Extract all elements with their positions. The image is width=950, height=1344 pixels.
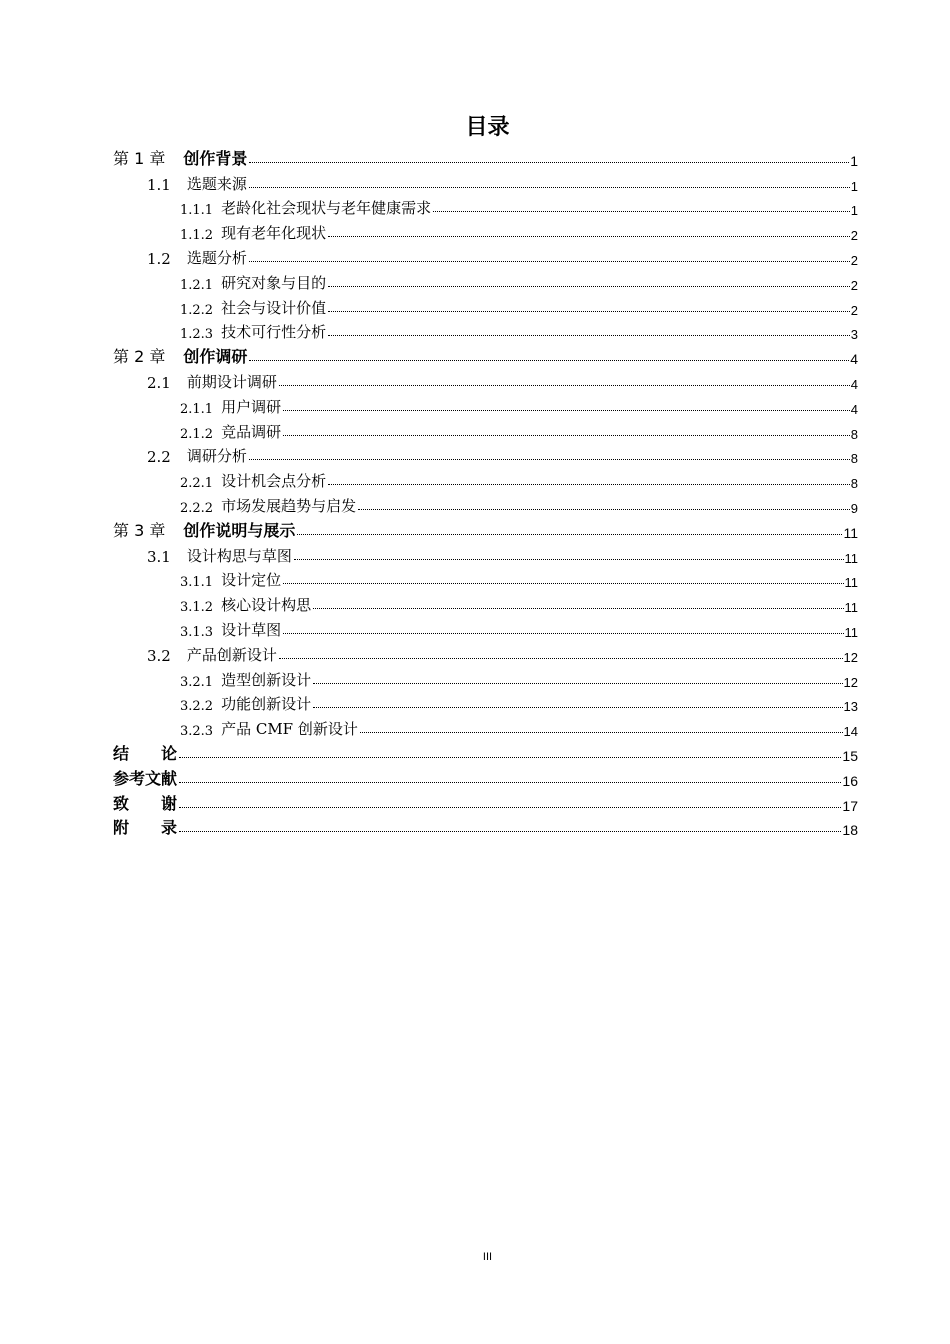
toc-entry[interactable]	[180, 491, 858, 516]
dot-leader	[179, 831, 841, 832]
toc-entry[interactable]	[180, 293, 858, 318]
toc-entry-page: 11	[844, 624, 858, 640]
dot-leader	[279, 385, 850, 386]
toc-entry[interactable]	[180, 392, 858, 417]
toc-entry-title: 功能创新设计	[221, 695, 312, 714]
toc-entry-title: 设计草图	[221, 620, 282, 639]
toc-entry-page: 18	[842, 822, 858, 839]
dot-leader	[328, 311, 850, 312]
toc-entry-title: 竞品调研	[221, 422, 282, 441]
toc-entry-title: 创作说明与展示	[183, 520, 296, 540]
toc-entry-title: 致 谢	[113, 793, 178, 813]
toc-entry[interactable]	[113, 342, 858, 367]
toc-entry-page: 4	[850, 351, 858, 368]
toc-entry[interactable]	[147, 169, 858, 194]
toc-entry-page: 8	[850, 426, 858, 442]
toc-entry-title: 社会与设计价值	[221, 298, 327, 317]
toc-entry[interactable]	[180, 615, 858, 640]
toc-entry-number: 2.1	[147, 373, 171, 392]
toc-entry-title: 设计构思与草图	[186, 546, 292, 565]
toc-entry-page: 1	[850, 203, 858, 219]
toc-entry-page: 11	[844, 575, 858, 591]
toc-entry-number: 第 2 章	[113, 347, 166, 367]
toc-entry[interactable]	[113, 789, 858, 814]
toc-entry-page: 12	[843, 674, 858, 690]
toc-entry-title: 调研分析	[186, 447, 247, 466]
toc-entry-number: 3.2.3	[180, 724, 214, 740]
dot-leader	[328, 484, 850, 485]
toc-entry[interactable]	[180, 690, 858, 715]
dot-leader	[279, 658, 843, 659]
toc-entry[interactable]	[180, 318, 858, 343]
toc-entry[interactable]	[113, 764, 858, 789]
toc-entry[interactable]	[113, 739, 858, 764]
toc-entry-number: 第 1 章	[113, 148, 166, 168]
toc-entry-title: 附 录	[113, 818, 178, 838]
toc-entry-page: 1	[850, 152, 858, 169]
dot-leader	[328, 335, 850, 336]
toc-entry-number: 3.2.2	[180, 699, 214, 715]
toc-entry[interactable]	[180, 194, 858, 219]
toc-entry-title: 产品 CMF 创新设计	[221, 720, 358, 739]
toc-entry-number: 1.1.2	[180, 228, 214, 244]
toc-entry-title: 产品创新设计	[186, 645, 277, 664]
dot-leader	[283, 410, 850, 411]
toc-entry-page: 15	[842, 747, 858, 764]
page-number-footer: III	[482, 1251, 493, 1263]
dot-leader	[249, 360, 849, 361]
dot-leader	[433, 211, 850, 212]
toc-entry[interactable]	[113, 144, 858, 169]
toc-entry-title: 技术可行性分析	[221, 323, 327, 342]
toc-entry-title: 造型创新设计	[221, 670, 312, 689]
toc-entry-number: 3.1.2	[180, 600, 214, 616]
toc-entry-page: 8	[850, 451, 858, 467]
toc-entry-number: 3.1.1	[180, 575, 214, 591]
toc-entry-number: 1.2.3	[180, 327, 214, 343]
toc-entry-title: 老龄化社会现状与老年健康需求	[221, 199, 432, 218]
dot-leader	[358, 509, 850, 510]
toc-entry-number: 3.2	[147, 646, 171, 665]
toc-entry-page: 16	[842, 772, 858, 789]
toc-entry-number: 3.1.3	[180, 624, 214, 640]
toc-entry-page: 9	[850, 500, 858, 516]
toc-entry-page: 4	[850, 401, 858, 417]
toc-entry-title: 前期设计调研	[186, 372, 277, 391]
toc-entry-title: 设计定位	[221, 571, 282, 590]
toc-entry-title: 参考文献	[113, 768, 178, 788]
toc-entry[interactable]	[147, 541, 858, 566]
toc-entry[interactable]	[180, 714, 858, 739]
toc-entry-number: 2.2.2	[180, 500, 214, 516]
toc-entry-title: 选题来源	[186, 174, 247, 193]
dot-leader	[179, 782, 841, 783]
toc-entry-number: 1.2.1	[180, 277, 214, 293]
toc-entry[interactable]	[180, 268, 858, 293]
toc-entry-title: 研究对象与目的	[221, 273, 327, 292]
dot-leader	[297, 534, 842, 535]
toc-entry-page: 14	[843, 724, 858, 740]
toc-entry-number: 1.1	[147, 175, 171, 194]
dot-leader	[328, 286, 850, 287]
toc-title: 目录	[465, 115, 510, 140]
toc-entry[interactable]	[147, 442, 858, 467]
dot-leader	[249, 261, 850, 262]
toc-entry[interactable]	[180, 417, 858, 442]
toc-entry-page: 3	[850, 327, 858, 343]
toc-entry-title: 设计机会点分析	[221, 472, 327, 491]
dot-leader	[283, 435, 850, 436]
toc-entry[interactable]	[180, 665, 858, 690]
toc-entry[interactable]	[147, 367, 858, 392]
toc-entry-page: 2	[850, 252, 858, 268]
toc-entry-page: 8	[850, 476, 858, 492]
toc-entry-page: 17	[842, 797, 858, 814]
toc-entry-title: 创作调研	[183, 347, 248, 367]
dot-leader	[249, 459, 850, 460]
toc-entry[interactable]	[180, 466, 858, 491]
toc-entry-number: 3.1	[147, 547, 171, 566]
toc-entry-page: 2	[850, 302, 858, 318]
toc-entry-page: 11	[844, 600, 858, 616]
dot-leader	[313, 683, 842, 684]
toc-entry[interactable]	[147, 640, 858, 665]
toc-entry-number: 2.2	[147, 448, 171, 467]
toc-entry-number: 2.1.2	[180, 426, 214, 442]
dot-leader	[283, 633, 843, 634]
toc-entry-title: 创作背景	[183, 148, 248, 168]
toc-entry[interactable]	[113, 516, 858, 541]
toc-entry-number: 第 3 章	[113, 520, 166, 540]
toc-entry-title: 结 论	[113, 743, 178, 763]
toc-entry-number: 3.2.1	[180, 674, 214, 690]
toc-entry-page: 2	[850, 228, 858, 244]
toc-entry-page: 11	[844, 550, 858, 566]
toc-entry-page: 4	[850, 376, 858, 392]
dot-leader	[179, 757, 841, 758]
toc-entry-number: 2.1.1	[180, 401, 214, 417]
dot-leader	[283, 583, 843, 584]
dot-leader	[328, 236, 850, 237]
toc-entry-page: 13	[843, 699, 858, 715]
toc-entry[interactable]	[147, 243, 858, 268]
toc-entry-number: 1.2	[147, 249, 171, 268]
toc-entry-title: 用户调研	[221, 397, 282, 416]
toc-entry-number: 1.2.2	[180, 302, 214, 318]
toc-entry-page: 2	[850, 277, 858, 293]
toc-entry-title: 选题分析	[186, 248, 247, 267]
toc-entry-page: 1	[850, 178, 858, 194]
dot-leader	[313, 608, 843, 609]
dot-leader	[249, 162, 849, 163]
dot-leader	[313, 707, 842, 708]
toc-entry[interactable]	[180, 590, 858, 615]
toc-entry-page: 11	[843, 524, 858, 541]
toc-entry-number: 1.1.1	[180, 203, 214, 219]
toc-entry[interactable]	[113, 814, 858, 839]
dot-leader	[249, 187, 850, 188]
toc-entry[interactable]	[180, 218, 858, 243]
toc-entry-title: 市场发展趋势与启发	[221, 496, 357, 515]
dot-leader	[179, 807, 841, 808]
dot-leader	[360, 732, 843, 733]
toc-entry-title: 核心设计构思	[221, 596, 312, 615]
toc-entry-title: 现有老年化现状	[221, 224, 327, 243]
toc-entry[interactable]	[180, 566, 858, 591]
toc-entry-number: 2.2.1	[180, 476, 214, 492]
toc-entry-page: 12	[843, 649, 858, 665]
dot-leader	[294, 559, 844, 560]
